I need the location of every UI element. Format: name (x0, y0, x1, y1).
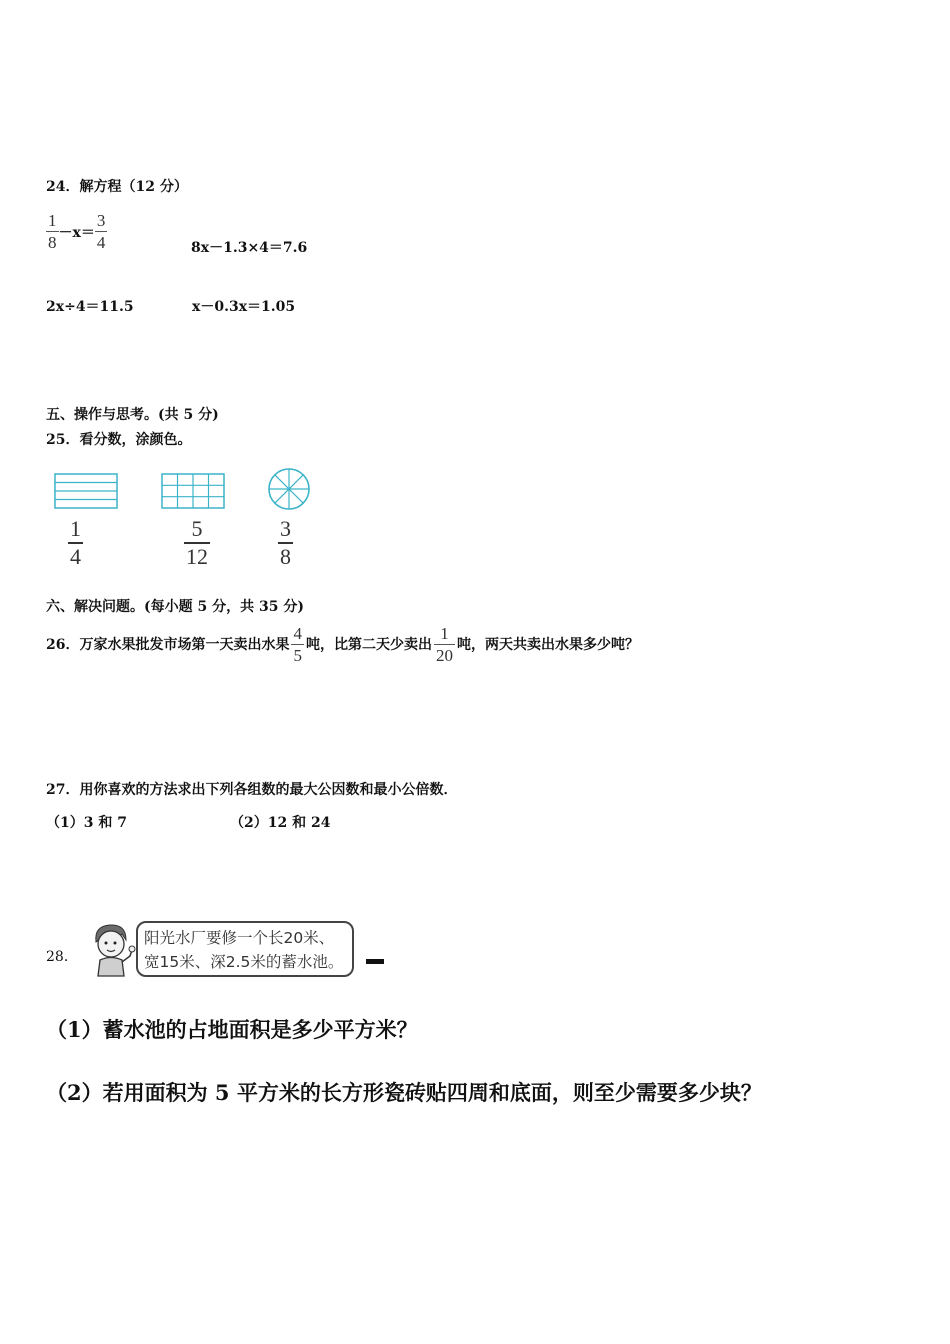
equation-2: 8x－1.3×4＝7.6 (191, 240, 308, 256)
denominator: 5 (293, 645, 302, 665)
figure-2-fraction (184, 518, 210, 568)
bubble-line-2: 宽15米、深2.5米的蓄水池。 (144, 953, 344, 971)
equation-4: x－0.3x＝1.05 (192, 299, 296, 315)
strips-rectangle-figure (54, 473, 118, 509)
section-5-heading: 五、操作与思考。(共 5 分) (46, 407, 219, 423)
bubble-line-1: 阳光水厂要修一个长20米、 (144, 929, 335, 947)
eye (105, 942, 108, 945)
numerator: 1 (48, 211, 57, 230)
denominator: 4 (70, 544, 81, 569)
numerator: 5 (191, 516, 203, 541)
q26-part-3: 吨，两天共卖出水果多少吨？ (456, 637, 639, 653)
numerator: 3 (96, 211, 106, 230)
fraction-one-twentieth (434, 625, 455, 664)
section-6-heading: 六、解决问题。(每小题 5 分，共 35 分) (46, 599, 304, 615)
denominator: 20 (435, 645, 453, 665)
equation-3: 2x÷4＝11.5 (46, 299, 134, 315)
eye (114, 942, 117, 945)
q26-part-1: 26．万家水果批发市场第一天卖出水果 (46, 637, 290, 653)
denominator: 8 (280, 544, 291, 569)
q27-heading: 27．用你喜欢的方法求出下列各组数的最大公因数和最小公倍数． (46, 782, 458, 798)
equation-1 (46, 212, 107, 251)
q26-part-2: 吨，比第二天少卖出 (305, 637, 432, 653)
q25-heading: 25．看分数，涂颜色。 (46, 432, 192, 448)
numerator: 1 (70, 516, 81, 541)
shirt (98, 958, 124, 977)
boy-illustration (84, 920, 136, 978)
equation-1-middle: －x＝ (58, 224, 95, 241)
fraction-three-fourths (95, 212, 108, 251)
fraction-four-fifths (291, 625, 304, 664)
q28-question-2: （2）若用面积为 5 平方米的长方形瓷砖贴四周和底面，则至少需要多少块？ (46, 1080, 762, 1105)
circle-figure (267, 467, 311, 511)
q28-question-1: （1）蓄水池的占地面积是多少平方米？ (46, 1017, 418, 1042)
q26-text (46, 621, 639, 667)
numerator: 1 (440, 623, 449, 643)
q28-number: 28． (46, 949, 78, 965)
denominator: 12 (186, 544, 208, 569)
numerator: 3 (280, 516, 291, 541)
figure-3-fraction (278, 518, 293, 568)
fraction-one-eighth (46, 212, 59, 251)
face (98, 931, 124, 957)
answer-mark (366, 959, 384, 964)
q24-heading: 24．解方程（12 分） (46, 179, 188, 195)
q27-sub-2: （2）12 和 24 (230, 815, 331, 831)
grid-rectangle-figure (161, 473, 225, 509)
denominator: 8 (48, 233, 57, 252)
numerator: 4 (293, 623, 302, 643)
speech-bubble (136, 921, 354, 977)
figure-1-fraction (68, 518, 83, 568)
q27-sub-1: （1）3 和 7 (46, 815, 127, 831)
denominator: 4 (96, 233, 106, 252)
hand (129, 946, 135, 952)
